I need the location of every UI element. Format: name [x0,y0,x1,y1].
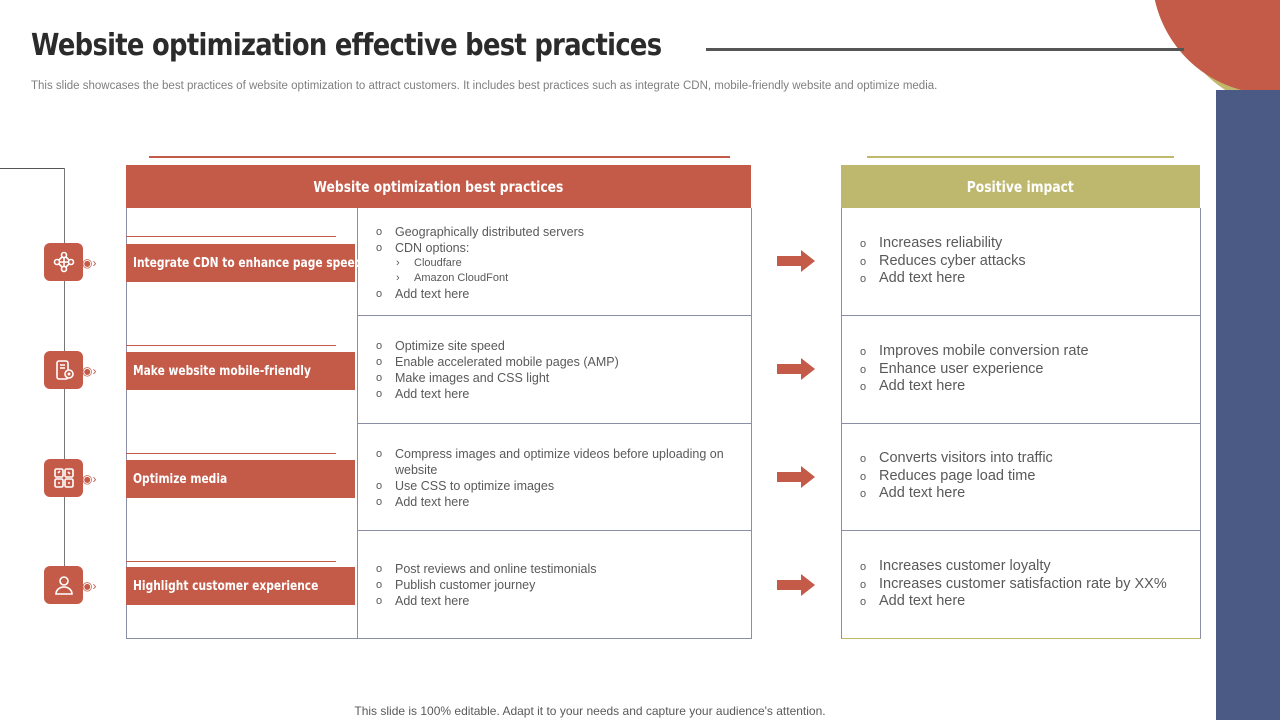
list-item: o Increases customer satisfaction rate by XX% [860,576,1190,594]
connector-dot-icon: ◉› [82,579,97,593]
label-accent-line [126,236,336,237]
list-item: o Geographically distributed servers [376,224,736,240]
list-item: o Publish customer journey [376,577,736,593]
connector-dot-icon: ◉› [82,472,97,486]
practice-cell [376,338,736,402]
list-subitem: › Amazon CloudFont [376,271,736,286]
practice-cell [376,561,736,609]
page-title: Website optimization effective best practices [31,28,662,63]
row-divider [357,315,752,316]
right-arrow-icon [777,250,815,272]
impact-cell [860,558,1190,611]
list-item: o Reduces page load time [860,468,1190,486]
practice-cell [376,446,736,510]
list-item: o Enable accelerated mobile pages (AMP) [376,354,736,370]
right-arrow-icon [777,358,815,380]
list-item: o Converts visitors into traffic [860,450,1190,468]
impact-cell [860,450,1190,503]
network-icon [44,243,83,281]
list-item: o Add text here [860,485,1190,503]
list-item: o CDN options: [376,240,736,256]
practices-header: Website optimization best practices [126,165,751,208]
mobile-icon [44,351,83,389]
decorative-circle-red [1152,0,1280,94]
row-divider [357,530,752,531]
impact-header: Positive impact [841,165,1200,208]
list-item: o Add text here [376,386,736,402]
list-item: o Increases customer loyalty [860,558,1190,576]
impact-cell [860,343,1190,396]
list-item: o Post reviews and online testimonials [376,561,736,577]
list-item: o Enhance user experience [860,361,1190,379]
page-subtitle: This slide showcases the best practices of website optimization to attract customers. It includes best practices such as integrate CDN, mobile-friendly website and optimize media. [31,80,938,92]
list-item: o Add text here [376,494,736,510]
list-item: o Make images and CSS light [376,370,736,386]
timeline-top-line [0,168,65,169]
footer-note: This slide is 100% editable. Adapt it to your needs and capture your audience's attention. [354,704,826,718]
row-divider [842,423,1200,424]
list-item: o Add text here [860,270,1190,288]
impact-cell [860,235,1190,288]
list-subitem: › Cloudfare [376,256,736,271]
practice-label: Integrate CDN to enhance page speed [126,244,355,282]
practice-cell [376,224,736,302]
row-divider [357,423,752,424]
practice-label: Make website mobile-friendly [126,352,355,390]
list-item: o Add text here [376,593,736,609]
list-item: o Add text here [376,286,736,302]
right-arrow-icon [777,466,815,488]
list-item: o Increases reliability [860,235,1190,253]
list-item: o Add text here [860,378,1190,396]
connector-dot-icon: ◉› [82,364,97,378]
label-accent-line [126,561,336,562]
decorative-side-bar [1216,90,1280,720]
connector-dot-icon: ◉› [82,256,97,270]
practice-label: Optimize media [126,460,355,498]
right-header-accent-line [867,156,1174,158]
list-item: o Add text here [860,593,1190,611]
row-divider [842,530,1200,531]
list-item: o Optimize site speed [376,338,736,354]
row-divider [842,315,1200,316]
list-item: o Reduces cyber attacks [860,253,1190,271]
left-header-accent-line [149,156,730,158]
list-item: o Improves mobile conversion rate [860,343,1190,361]
title-divider [706,48,1184,51]
practice-label: Highlight customer experience [126,567,355,605]
media-icon [44,459,83,497]
label-accent-line [126,345,336,346]
list-item: o Use CSS to optimize images [376,478,736,494]
right-arrow-icon [777,574,815,596]
list-item: o Compress images and optimize videos before uploading on website [376,446,736,478]
customer-icon [44,566,83,604]
label-accent-line [126,453,336,454]
